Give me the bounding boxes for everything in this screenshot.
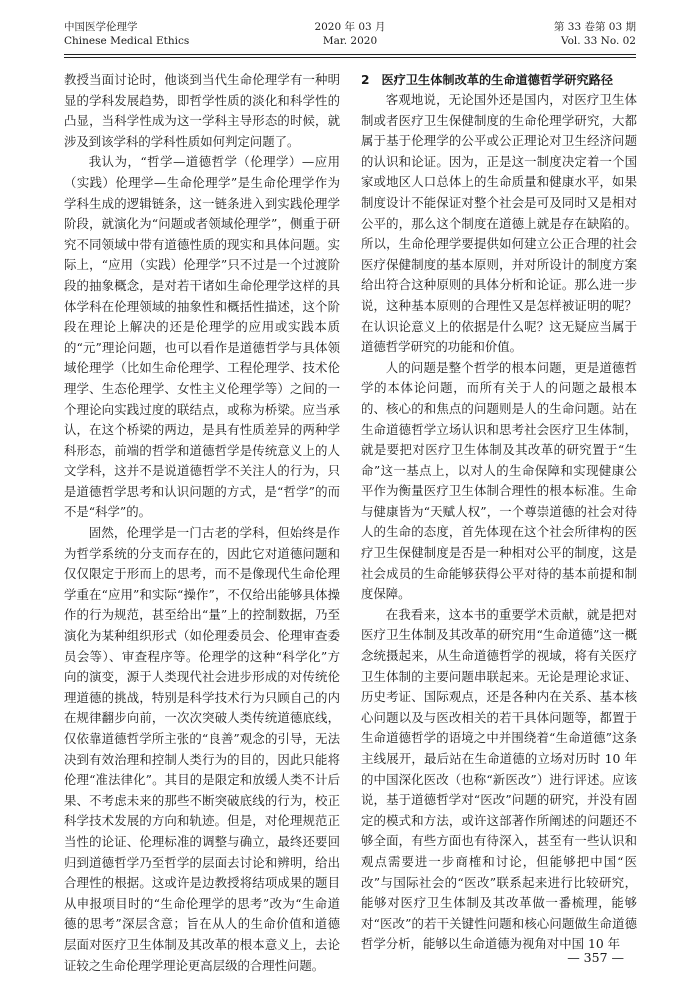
header-rule-thin — [64, 57, 636, 58]
page-number: — 357 — — [567, 950, 624, 965]
body-paragraph: 客观地说，无论国外还是国内，对医疗卫生体制或者医疗卫生保健制度的生命伦理学研究，大都属于基于伦理学的公平或公正理论对卫生经济问题的认识和论证。因为，正是这一制度决定着一个国家或地区人口总体上的生命质量和健康水平，如果制度设计不能保证对整个社会是可及同时又是相对公平的，那么这个制度在道德上就是存在缺陷的。所以，生命伦理学要提供如何建立公正合理的社会医疗保健制度的基本原则，并对所设计的制度方案给出符合这种原则的具体分析和论证。那么进一步说，这种基本原则的合理性又是怎样被证明的呢？在认识论意义上的依据是什么呢？这无疑应当属于道德哲学研究的功能和价值。 — [361, 92, 637, 355]
body-paragraph: 在我看来，这本书的重要学术贡献，就是把对医疗卫生体制及其改革的研究用“生命道德”这一概念统摄起来，从生命道德哲学的视域，将有关医疗卫生体制的主要问题串联起来。无论是理论求证、历史考证、国际观点，还是各种内在关系、基本核心问题以及与医改相关的若干具体问题等，都置于生命道德哲学的语境之中并围绕着“生命道德”这条主线展开，最后站在生命道德的立场对历时 10 年的中国深化医改（也称“新医改”）进行评述。应该说，基于道德哲学对“医改”问题的研究，并没有固定的模式和方法，或许这部著作所阐述的问题还不够全面，有些方面也有待深入，甚至有一些认识和观点需要进一步商榷和讨论，但能够把中国“医改”与国际社会的“医改”联系起来进行比较研究，能够对医疗卫生体制及其改革做一番梳理，能够对“医改”的若干关键性问题和核心问题做生命道德哲学分析，能够以生命道德为视角对中国 10 年 — [361, 606, 637, 952]
section-heading — [361, 70, 637, 90]
volume-en: Vol. 33 No. 02 — [560, 35, 636, 47]
left-column — [64, 70, 340, 976]
issue-date-en: Mar. 2020 — [322, 35, 378, 47]
header-volume — [554, 20, 636, 48]
section-title: 医疗卫生体制改革的生命道德哲学研究路径 — [381, 73, 614, 87]
section-number: 2 — [361, 73, 370, 87]
journal-title-en: Chinese Medical Ethics — [64, 35, 190, 47]
page-header — [64, 20, 636, 60]
journal-title-cn: 中国医学伦理学 — [64, 21, 138, 33]
header-date — [64, 20, 636, 48]
body-paragraph: 人的问题是整个哲学的根本问题，更是道德哲学的本体论问题，而所有关于人的问题之最根本的、核心的和焦点的问题则是人的生命问题。站在生命道德哲学立场认识和思考社会医疗卫生体制，就是要把对医疗卫生体制及其改革的研究置于“生命”这一基点上，以对人的生命保障和实现健康公平作为衡量医疗卫生体制合理性的根本标准。生命与健康皆为“天赋人权”，一个尊崇道德的社会对待人的生命的态度，首先体现在这个社会所律构的医疗卫生保健制度是否是一种相对公平的制度，这是社会成员的生命能够获得公平对待的基本前提和制度保障。 — [361, 359, 637, 602]
header-rule-thick — [64, 54, 636, 55]
body-paragraph: 我认为，“哲学—道德哲学（伦理学）—应用（实践）伦理学—生命伦理学”是生命伦理学作为学科生成的逻辑链条，这一链条进入到实践伦理学阶段，就演化为“问题或者领域伦理学”，侧重于研究不同领域中带有道德性质的现实和具体问题。实际上，“应用（实践）伦理学”只不过是一个过渡阶段的抽象概念，是对若干诸如生命伦理学这样的具体学科在伦理领域的抽象性和概括性描述，这个阶段在理论上解决的还是伦理学的应用或实践本质的“元”理论问题，也可以看作是道德哲学与具体领域伦理学（比如生命伦理学、工程伦理学、技术伦理学、生态伦理学、女性主义伦理学等）之间的一个理论向实践过度的联结点，或称为桥梁。应当承认，在这个桥梁的两边，是具有性质差异的两种学科形态，前端的哲学和道德哲学是传统意义上的人文学科，这并不是说道德哲学不关注人的行为，只是道德哲学思考和认识问题的方式，是“哲学”的而不是“科学”的。 — [64, 154, 340, 520]
body-paragraph: 固然，伦理学是一门古老的学科，但始终是作为哲学系统的分支而存在的，因此它对道德问题和仅仅限定于形而上的思考，而不是像现代生命伦理学重在“应用”和实际“操作”，不仅给出能够具体操作的行为规范，甚至给出“量”上的控制数据，乃至演化为某种组织形式（如伦理委员会、伦理审查委员会等）、审查程序等。伦理学的这种“科学化”方向的演变，源于人类现代社会进步形成的对传统伦理道德的挑战，特别是科学技术行为只顾自己的内在规律翻步向前，一次次突破人类传统道德底线，仅依靠道德哲学所主张的“良善”观念的引导，无法决到有效治理和控制人类行为的目的，因此只能将伦理“准法律化”。其目的是限定和放缓人类不计后果、不考虑未来的那些不断突破底线的行为，校正科学技术发展的方向和轨迹。但是，对伦理规范正当性的论证、伦理标准的调整与确立，最终还要回归到道德哲学乃至哲学的层面去讨论和辨明，给出合理性的根据。这或许是边教授将结项成果的题目从申报项目时的“生命伦理学的思考”改为“生命道德的思考”深层含意；旨在从人的生命价值和道德层面对医疗卫生体制及其改革的根本意义上，去论证较之生命伦理学理论更高层级的合理性问题。 — [64, 525, 340, 973]
issue-date-cn: 2020 年 03 月 — [314, 21, 386, 33]
right-column — [361, 70, 637, 955]
volume-cn: 第 33 卷第 03 期 — [553, 21, 636, 33]
body-paragraph: 教授当面讨论时，他谈到当代生命伦理学有一种明显的学科发展趋势，即哲学性质的淡化和科学性的凸显，当科学性成为这一学科主导形态的时候，就涉及到该学科的学科性质如何判定问题了。 — [64, 72, 340, 149]
